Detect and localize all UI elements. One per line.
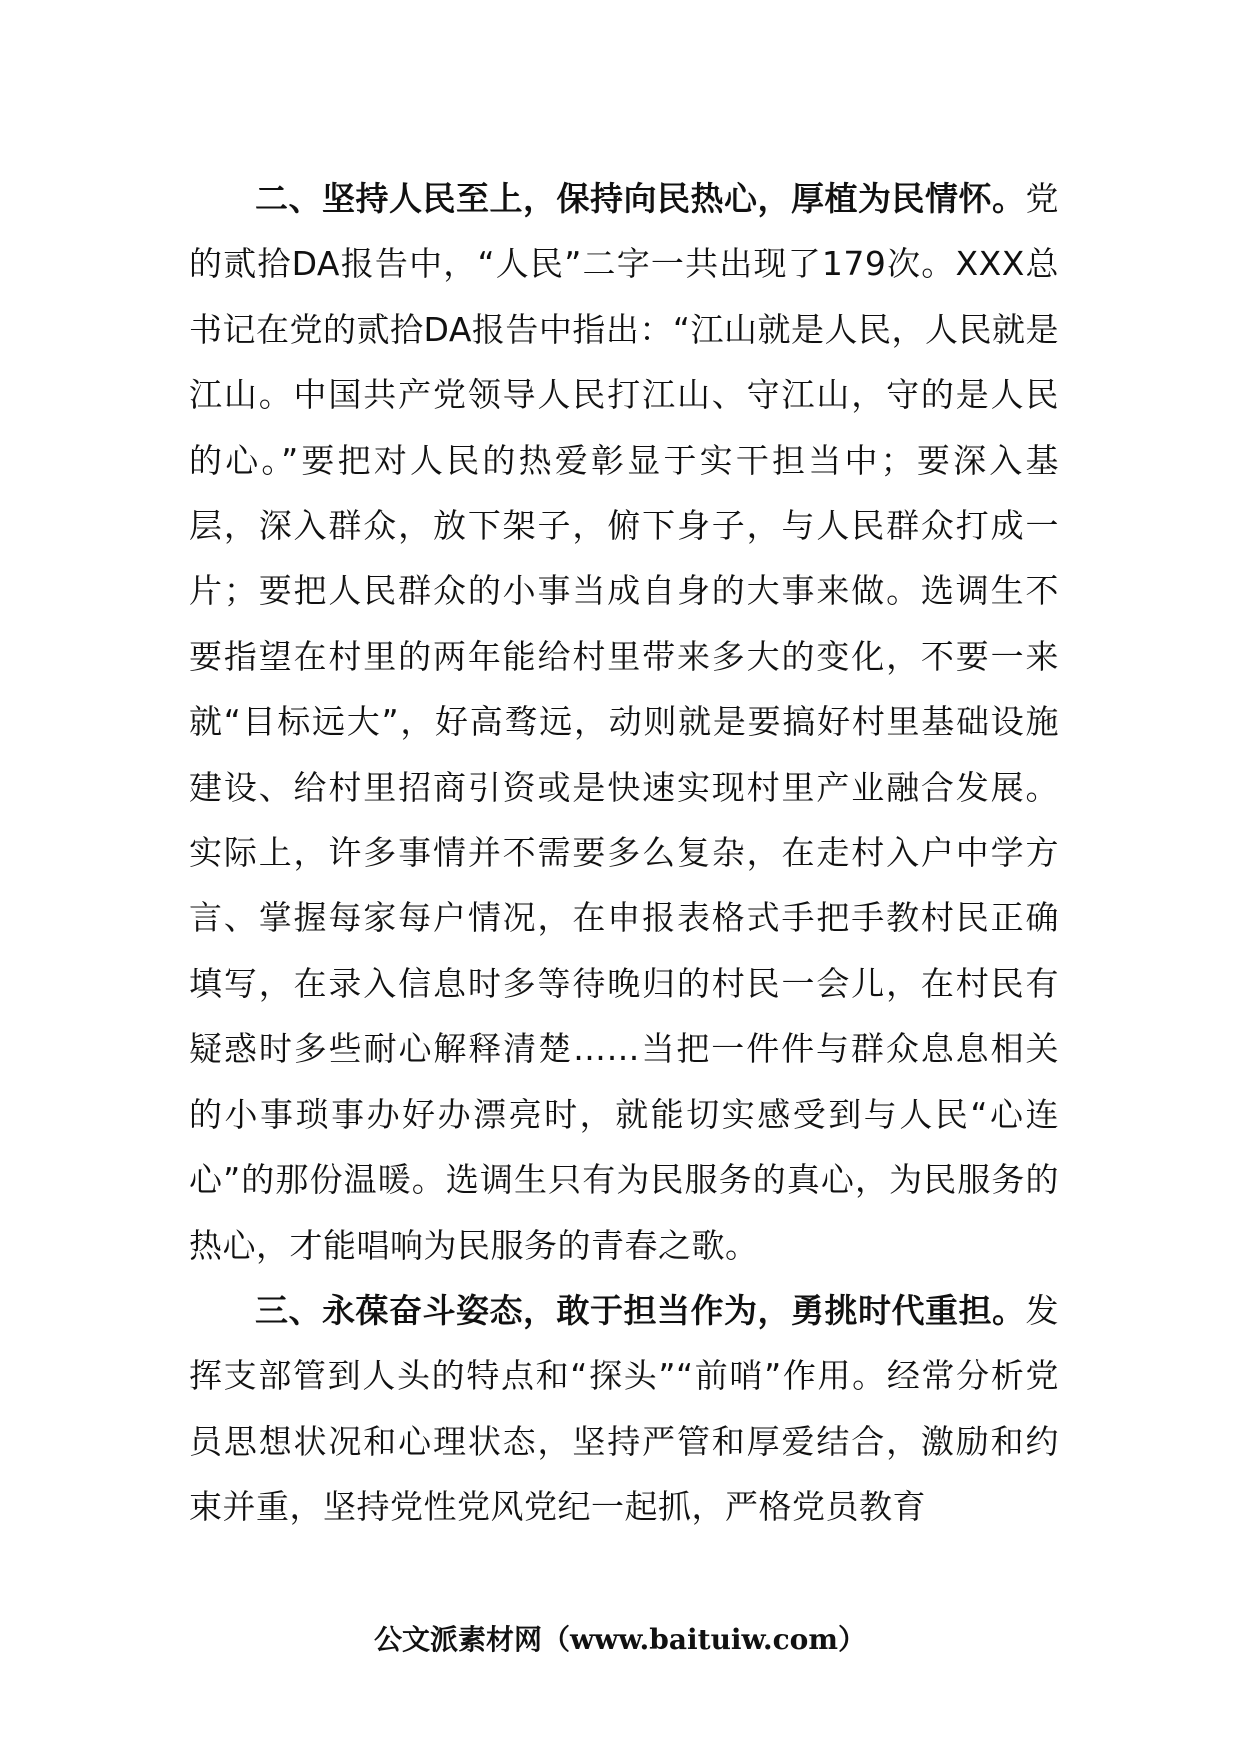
page-footer: 公文派素材网（www.baituiw.com） <box>374 1623 866 1656</box>
paragraph-people-first <box>189 166 1059 1278</box>
paragraph-text: 发挥支部管到人头的特点和“探头”“前哨”作用。经常分析党员思想状况和心理状态，坚持严管和厚爱结合，激励和约束并重，坚持党性党风党纪一起抓，严格党员教育 <box>189 1290 1059 1527</box>
paragraph-heading: 三、永葆奋斗姿态，敢于担当作为，勇挑时代重担。 <box>255 1290 1026 1330</box>
document-body <box>189 166 1059 1540</box>
paragraph-struggle <box>189 1278 1059 1540</box>
paragraph-heading: 二、坚持人民至上，保持向民热心，厚植为民情怀。 <box>255 179 1026 218</box>
paragraph-text: 党的贰拾DA报告中，“人民”二字一共出现了179次。XXX总书记在党的贰拾DA报告中指出：“江山就是人民，人民就是江山。中国共产党领导人民打江山、守江山，守的是人民的心。”要把对人民的热爱彰显于实干担当中；要深入基层，深入群众，放下架子，俯下身子，与人民群众打成一片；要把人民群众的小事当成自身的大事来做。选调生不要指望在村里的两年能给村里带来多大的变化，不要一来就“目标远大”，好高骛远，动则就是要搞好村里基础设施建设、给村里招商引资或是快速实现村里产业融合发展。实际上，许多事情并不需要多么复杂，在走村入户中学方言、掌握每家每户情况，在申报表格式手把手教村民正确填写，在录入信息时多等待晚归的村民一会儿，在村民有疑惑时多些耐心解释清楚……当把一件件与群众息息相关的小事琐事办好办漂亮时，就能切实感受到与人民“心连心”的那份温暖。选调生只有为民服务的真心，为民服务的热心，才能唱响为民服务的青春之歌。 <box>189 179 1060 1265</box>
